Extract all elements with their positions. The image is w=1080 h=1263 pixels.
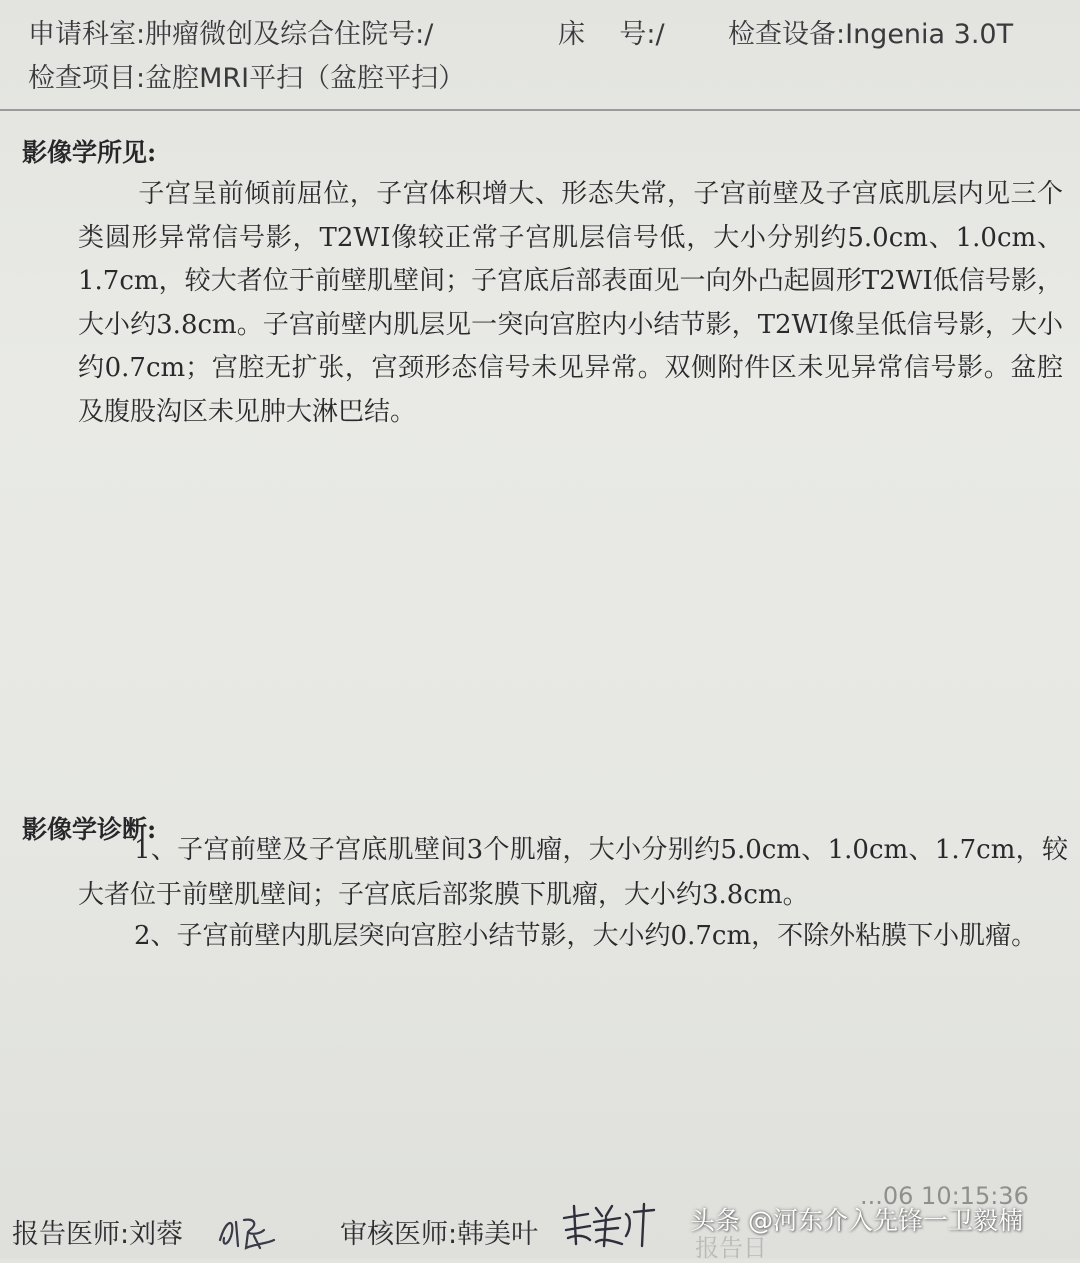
findings-body bbox=[78, 173, 1063, 434]
bed-label: 床 号: bbox=[558, 19, 656, 50]
report-doctor-signature bbox=[214, 1210, 280, 1254]
device-label: 检查设备: bbox=[728, 19, 846, 50]
review-doctor bbox=[340, 1212, 538, 1251]
findings-title: 影像学所见: bbox=[22, 138, 157, 167]
diagnosis-item-1 bbox=[78, 828, 1068, 918]
report-doctor-label: 报告医师: bbox=[12, 1219, 130, 1250]
device-value: Ingenia 3.0T bbox=[845, 19, 1014, 50]
exam-value: 盆腔MRI平扫（盆腔平扫） bbox=[145, 63, 466, 94]
department-label: 申请科室: bbox=[28, 19, 146, 50]
diagnosis-title: 影像学诊断: bbox=[22, 815, 157, 844]
review-doctor-name: 韩美叶 bbox=[457, 1219, 539, 1250]
bed-value: / bbox=[655, 19, 665, 50]
header-divider bbox=[0, 109, 1080, 111]
report-doctor-name: 刘蓉 bbox=[129, 1219, 184, 1250]
diagnosis-item-1-text: 1、子宫前壁及子宫底肌壁间3个肌瘤，大小分别约5.0cm、1.0cm、1.7cm，较大者位于前壁肌壁间；子宫底后部浆膜下肌瘤，大小约3.8cm。 bbox=[78, 835, 1068, 910]
report-doctor bbox=[12, 1212, 183, 1251]
device-line bbox=[728, 12, 1013, 51]
diagnosis-item-2 bbox=[78, 914, 1038, 959]
platform-watermark: 头条 @河东介入先锋一卫毅楠 bbox=[690, 1206, 1023, 1235]
exam-label: 检查项目: bbox=[28, 63, 146, 94]
diagnosis-item-2-text: 2、子宫前壁内肌层突向宫腔小结节影，大小约0.7cm，不除外粘膜下小肌瘤。 bbox=[134, 921, 1038, 951]
bed-line bbox=[558, 12, 665, 51]
department-value: 肿瘤微创及综合住院号:/ bbox=[145, 19, 434, 50]
review-doctor-label: 审核医师: bbox=[340, 1219, 458, 1250]
department-line bbox=[28, 12, 433, 51]
review-doctor-signature bbox=[560, 1200, 660, 1250]
report-date-label: 报告日 bbox=[695, 1234, 767, 1262]
findings-text: 子宫呈前倾前屈位，子宫体积增大、形态失常，子宫前壁及子宫底肌层内见三个类圆形异常信号影，T2WI像较正常子宫肌层信号低，大小分别约5.0cm、1.0cm、1.7cm，较大者位于前壁肌壁间；子宫底后部表面见一向外凸起圆形T2WI低信号影，大小约3.8cm。子宫前壁内肌层见一突向宫腔内小结节影，T2WI像呈低信号影，大小约0.7cm；宫腔无扩张，宫颈形态信号未见异常。双侧附件区未见异常信号影。盆腔及腹股沟区未见肿大淋巴结。 bbox=[78, 179, 1063, 427]
exam-line bbox=[28, 56, 465, 95]
report-date-value: ...06 10:15:36 bbox=[860, 1182, 1029, 1210]
